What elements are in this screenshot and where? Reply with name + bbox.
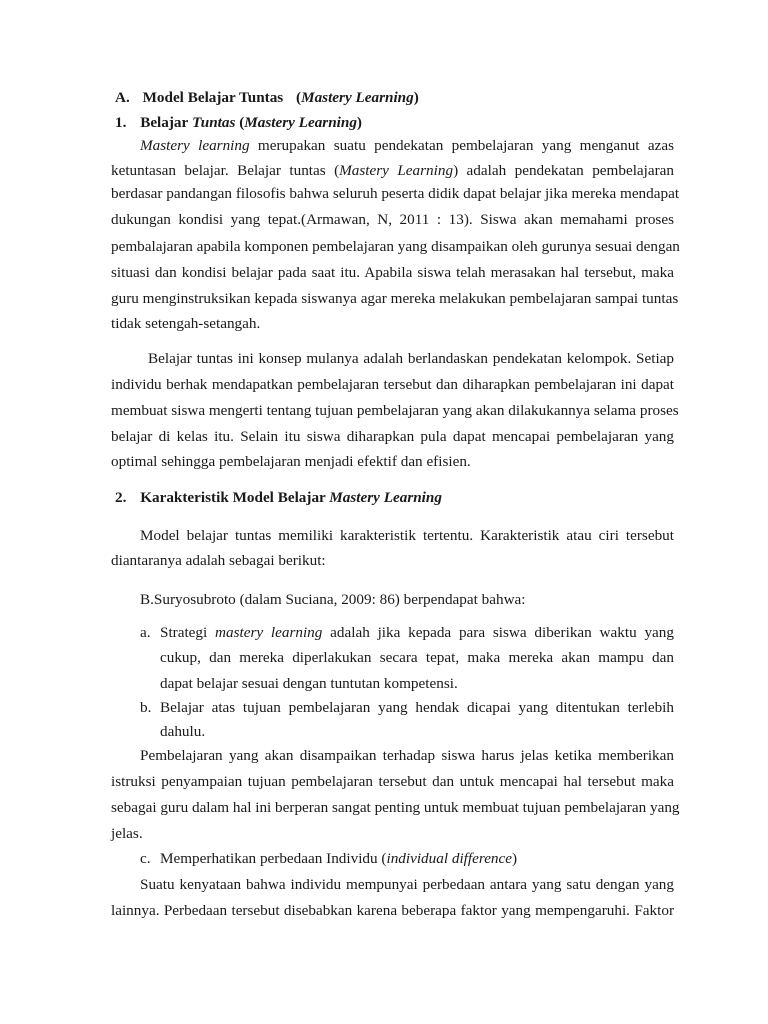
heading-1-word2: Tuntas [192,114,236,131]
heading-1-word1: Belajar [140,114,189,131]
p6-line-1: Suatu kenyataan bahwa individu mempunyai perbedaan antara yang satu dengan yang [140,876,674,893]
item-a-italic: mastery learning [215,624,323,641]
heading-1-marker: 1. [115,114,127,131]
p1-line-4: dukungan kondisi yang tepat.(Armawan, N, 2011 : 13). Siswa akan memahami proses [111,211,674,228]
p1-l2-b: ) adalah pendekatan pembelajaran [453,162,675,179]
heading-2-title: Karakteristik Model Belajar [140,489,330,506]
p6-line-2: lainnya. Perbedaan tersebut disebabkan karena beberapa faktor yang mempengaruhi. Faktor [111,902,674,919]
item-b-marker: b. [140,699,152,716]
p1-line-2 [111,163,674,178]
p5-line-2: istruksi penyampaian tujuan pembelajaran tersebut dan untuk mencapai hal tersebut maka [111,773,674,790]
item-c-marker: c. [140,850,151,867]
item-b-line-1: Belajar atas tujuan pembelajaran yang hendak dicapai yang ditentukan terlebih [160,699,674,716]
p1-line-7: guru menginstruksikan kepada siswanya agar mereka melakukan pembelajaran sampai tuntas [111,290,679,307]
heading-2-marker: 2. [115,489,127,506]
item-a-l1-a: Strategi [160,624,216,641]
p3-line-2: diantaranya adalah sebagai berikut: [111,552,326,569]
p1-line-5: pembalajaran apabila komponen pembelajaran yang disampaikan oleh gurunya sesuai dengan [111,238,680,255]
heading-2-title-italic: Mastery Learning [329,489,442,506]
item-c-text: Memperhatikan perbedaan Individu ( [160,850,387,867]
item-c-line [160,851,517,866]
p5-line-3: sebagai guru dalam hal ini berperan sangat penting untuk membuat tujuan pembelajaran yang [111,799,680,816]
item-b-line-2: dahulu. [160,723,206,740]
p2-line-1: Belajar tuntas ini konsep mulanya adalah berlandaskan pendekatan kelompok. Setiap [148,350,674,367]
heading-a-title-italic: Mastery Learning [301,89,414,106]
heading-2 [115,490,442,505]
item-c-close: ) [512,850,518,867]
heading-a [115,90,419,105]
item-a-line-1 [160,625,674,640]
p1-l2-a: ketuntasan belajar. Belajar tuntas ( [111,162,340,179]
p1-line-3: berdasar pandangan filosofis bahwa seluruh peserta didik dapat belajar jika mereka mendapat [111,185,680,202]
p1-l1-rest: merupakan suatu pendekatan pembelajaran yang menganut azas [249,137,674,154]
p1-line-8: tidak setengah-setangah. [111,315,261,332]
p1-line-6: situasi dan kondisi belajar pada saat itu. Apabila siswa telah merasakan hal tersebut, maka [111,264,674,281]
item-a-line-3: dapat belajar sesuai dengan tuntutan kompetensi. [160,675,458,692]
heading-1-title-italic: Mastery Learning [244,114,357,131]
p2-line-3: membuat siswa mengerti tentang tujuan pembelajaran yang akan dilakukannya selama proses [111,402,679,419]
heading-1-paren-open: ( [239,114,245,131]
item-c-italic: individual difference [386,850,513,867]
p4-citation: B.Suryosubroto (dalam Suciana, 2009: 86) berpendapat bahwa: [140,591,526,608]
p2-line-5: optimal sehingga pembelajaran menjadi efektif dan efisien. [111,453,471,470]
item-a-marker: a. [140,624,151,641]
p5-line-4: jelas. [111,825,143,842]
heading-1-paren-close: ) [356,114,362,131]
heading-a-paren-open: ( [296,89,302,106]
heading-a-paren-close: ) [413,89,419,106]
p3-line-1: Model belajar tuntas memiliki karakteristik tertentu. Karakteristik atau ciri tersebut [140,527,674,544]
heading-a-title: Model Belajar Tuntas [142,89,284,106]
heading-a-marker: A. [115,89,130,106]
p5-line-1: Pembelajaran yang akan disampaikan terhadap siswa harus jelas ketika memberikan [140,747,674,764]
p1-line-1 [140,138,674,153]
p2-line-4: belajar di kelas itu. Selain itu siswa diharapkan pula dapat mencapai pembelajaran yang [111,428,674,445]
p2-line-2: individu berhak mendapatkan pembelajaran tersebut dan diharapkan pembelajaran ini dapat [111,376,674,393]
item-a-line-2: cukup, dan mereka diperlakukan secara tepat, maka mereka akan mampu dan [160,649,674,666]
heading-1 [115,115,362,130]
p1-l2-italic: Mastery Learning [339,162,454,179]
p1-italic-term: Mastery learning [140,137,250,154]
item-a-l1-b: adalah jika kepada para siswa diberikan waktu yang [322,624,674,641]
